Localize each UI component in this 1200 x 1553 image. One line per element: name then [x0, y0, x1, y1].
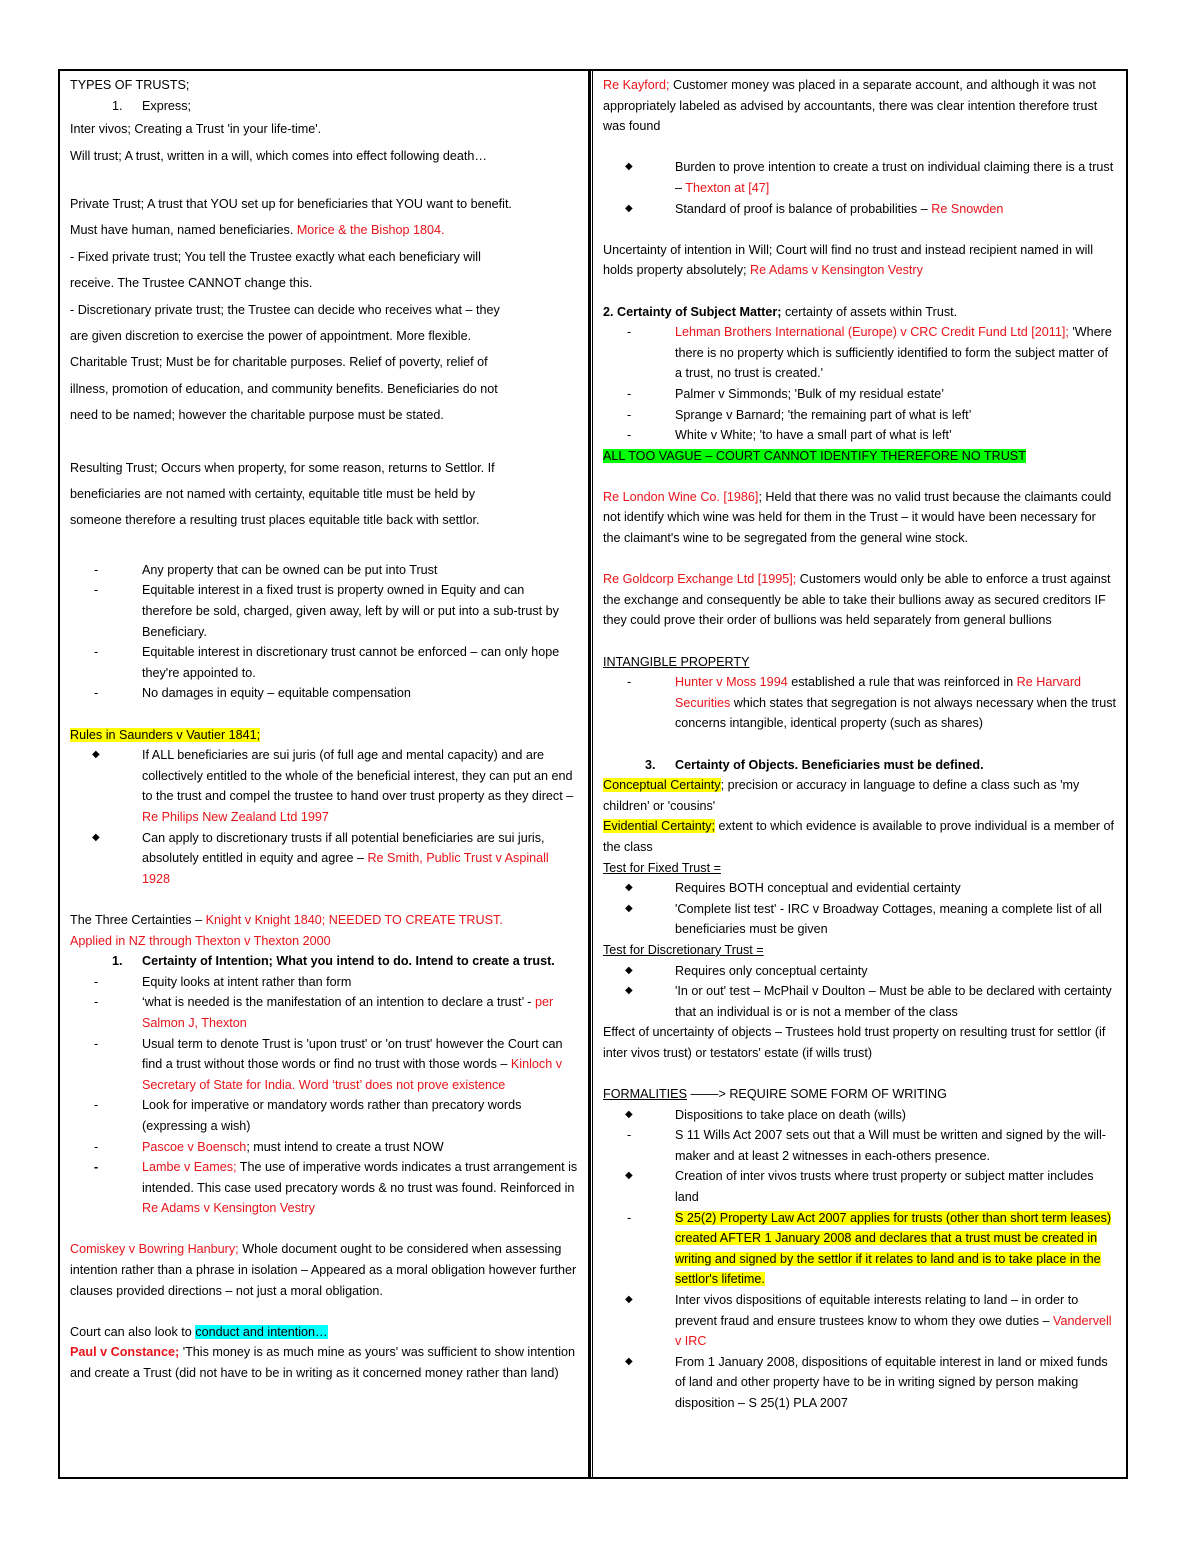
goldcorp-para: Re Goldcorp Exchange Ltd [1995]; Customers would only be able to enforce a trust against the exchange and consequently be able to take their bullions away as secured creditors IF they could prove their order of bullions was held separately from general bullions [603, 572, 1111, 628]
conceptual-para: Conceptual Certainty; precision or accuracy in language to define a class such as 'my children' or 'cousins' [603, 778, 1080, 813]
certainty-intention: 1. Certainty of Intention; What you intend to do. Intend to create a trust. [112, 954, 555, 969]
intangible-heading: INTANGIBLE PROPERTY [603, 654, 750, 669]
bullet-icon: ◆ [625, 902, 633, 914]
types-heading: TYPES OF TRUSTS; [70, 78, 190, 92]
charitable-line-3: need to be named; however the charitable purpose must be stated. [70, 408, 444, 423]
list-item: ◆ 'Complete list test' - IRC v Broadway Cottages, meaning a complete list of all beneficiaries must be given [603, 899, 1116, 940]
resulting-line: Resulting Trust; Occurs when property, for some reason, returns to Settlor. If [70, 460, 495, 475]
will-trust-line: Will trust; A trust, written in a will, which comes into effect following death… [70, 148, 487, 163]
list-item: - S 25(2) Property Law Act 2007 applies for trusts (other than short term leases) created AFTER 1 January 2008 and declares that a trust must be created in writing and signed by the settlor if it relates to land and is to take place in the settlor's lifetime. [627, 1210, 1112, 1287]
list-item: - White v White; 'to have a small part of what is left’ [627, 428, 952, 443]
list-item: - Any property that can be owned can be put into Trust [94, 562, 438, 577]
list-item: - Hunter v Moss 1994 established a rule that was reinforced in Re Harvard Securities which states that segregation is not always necessary when the trust concerns intangible, identical property (such as shares) [627, 675, 1117, 731]
case-philips: Re Philips New Zealand Ltd 1997 [142, 810, 329, 824]
case-morice: Morice & the Bishop 1804. [296, 223, 445, 238]
resulting-line-3: someone therefore a resulting trust places equitable title back with settlor. [70, 513, 480, 528]
list-item: - ‘what is needed is the manifestation of an intention to declare a trust’ - per Salmon J, Thexton [94, 995, 554, 1030]
list-item: ◆ From 1 January 2008, dispositions of equitable interest in land or mixed funds of land and other property have to be in writing signed by person making disposition – S 25(1) PLA 2007 [603, 1352, 1116, 1414]
evidential-para: Evidential Certainty; extent to which evidence is available to prove individual is a member of the class [603, 819, 1115, 854]
list-item: - Equitable interest in a fixed trust is property owned in Equity and can therefore be sold, charged, given away, left by will or put into a sub-trust by Beneficiary. [94, 583, 559, 639]
list-item: - Equity looks at intent rather than form [94, 974, 352, 989]
list-item: ◆ Burden to prove intention to create a trust on individual claiming there is a trust – Thexton at [47] [603, 157, 1116, 198]
fixed-trust-line: - Fixed private trust; You tell the Trustee exactly what each beneficiary will [70, 249, 481, 264]
list-item: ◆ Creation of inter vivos trusts where trust property or subject matter includes land [603, 1166, 1116, 1207]
saunders-heading: Rules in Saunders v Vautier 1841; [70, 727, 261, 742]
left-column [60, 71, 590, 1477]
right-column [590, 71, 1126, 1477]
notes-table [58, 69, 1128, 1479]
list-item: - Sprange v Barnard; 'the remaining part of what is left’ [627, 407, 972, 422]
list-item: ◆ Can apply to discretionary trusts if all potential beneficiaries are sui juris, absolutely entitled in equity and agree – Re Smith, Public Trust v Aspinall 1928 [70, 828, 578, 890]
list-item: - Equitable interest in discretionary trust cannot be enforced – can only hope they're appointed to. [94, 645, 560, 680]
bullet-icon: ◆ [625, 1294, 633, 1306]
subject-matter-heading: 2. Certainty of Subject Matter; certainty of assets within Trust. [603, 304, 958, 319]
list-item: ◆ Requires BOTH conceptual and evidential certainty [603, 878, 1116, 899]
london-wine-para: Re London Wine Co. [1986]; Held that there was no valid trust because the claimants could not identify which wine was held for them in the Trust – it would have been necessary for the claimant's wine to be segregated from the general wine stock. [603, 489, 1112, 546]
fixed-trust-line-2: receive. The Trustee CANNOT change this. [70, 276, 313, 291]
bullet-icon: ◆ [625, 1355, 633, 1367]
uncertainty-para: Uncertainty of intention in Will; Court will find no trust and instead recipient named in will holds property absolutely; Re Adams v Kensington Vestry [603, 242, 1093, 278]
list-item: - Lambe v Eames; The use of imperative words indicates a trust arrangement is intended. This case used precatory words & no trust was found. Reinforced in Re Adams v Kensington Vestry [94, 1160, 578, 1216]
list-item: - No damages in equity – equitable compensation [94, 686, 411, 701]
fixed-test-heading: Test for Fixed Trust = [603, 860, 721, 875]
bullet-icon: ◆ [625, 161, 633, 173]
charitable-line: Charitable Trust; Must be for charitable purposes. Relief of poverty, relief of [70, 355, 488, 370]
formalities-heading: FORMALITIES ––––> REQUIRE SOME FORM OF WRITING [603, 1087, 947, 1102]
list-item: - S 11 Wills Act 2007 sets out that a Will must be written and signed by the will-maker and at least 2 witnesses in each-others presence. [627, 1128, 1106, 1163]
disc-trust-line-2: are given discretion to exercise the power of appointment. More flexible. [70, 329, 472, 344]
paul-para: Paul v Constance; 'This money is as much mine as yours' was sufficient to show intention and create a Trust (did not have to be in writing as it concerned money rather than land) [70, 1345, 576, 1381]
bullet-icon: ◆ [92, 749, 100, 761]
disc-test-heading: Test for Discretionary Trust = [603, 942, 764, 957]
comiskey-para: Comiskey v Bowring Hanbury; Whole document ought to be considered when assessing intention rather than a phrase in isolation – Appeared as a moral obligation however further clauses provided directions – not just a moral obligation. [70, 1242, 577, 1298]
list-item: - Palmer v Simmonds; 'Bulk of my residual estate’ [627, 386, 945, 401]
bullet-icon: ◆ [92, 831, 100, 843]
three-certainties: The Three Certainties – Knight v Knight 1840; NEEDED TO CREATE TRUST. [70, 912, 503, 927]
charitable-line-2: illness, promotion of education, and community benefits. Beneficiaries do not [70, 381, 498, 396]
effect-para: Effect of uncertainty of objects – Trustees hold trust property on resulting trust for settlor (if inter vivos trust) or testators' estate (if wills trust) [603, 1025, 1106, 1060]
resulting-line-2: beneficiaries are not named with certainty, equitable title must be held by [70, 487, 476, 502]
inter-vivos-line: Inter vivos; Creating a Trust 'in your life-time'. [70, 122, 322, 137]
list-item: ◆ 'In or out' test – McPhail v Doulton – Must be able to be declared with certainty that an individual is or is not a member of the class [603, 981, 1116, 1022]
list-item: - Pascoe v Boensch; must intend to create a trust NOW [94, 1139, 444, 1154]
bullet-icon: ◆ [625, 882, 633, 894]
kayford-para: Re Kayford; Customer money was placed in a separate account, and although it was not appropriately labeled as advised by accountants, there was clear intention therefore trust was found [603, 78, 1098, 134]
list-item: ◆ If ALL beneficiaries are sui juris (of full age and mental capacity) and are collectively entitled to the whole of the beneficial interest, they can put an end to the trust and compel the trustee to hand over trust property as they direct – Re Philips New Zealand Ltd 1997 [70, 745, 578, 827]
thexton-line: Applied in NZ through Thexton v Thexton 2000 [70, 933, 331, 948]
bullet-icon: ◆ [625, 985, 633, 997]
list-item: ◆ Standard of proof is balance of probabilities – Re Snowden [603, 199, 1116, 220]
list-item: ◆ Inter vivos dispositions of equitable interests relating to land – in order to prevent fraud and ensure trustees know to whom they owe duties – Vandervell v IRC [603, 1290, 1116, 1352]
list-item: - Usual term to denote Trust is 'upon trust' or 'on trust' however the Court can find a trust without those words or find no trust with those words – Kinloch v Secretary of State for India. Word ‘trust’ does not prove existence [94, 1036, 563, 1092]
court-line: Court can also look to conduct and intention… [70, 1324, 328, 1339]
bullet-icon: ◆ [625, 1108, 633, 1120]
disc-trust-line: - Discretionary private trust; the Trustee can decide who receives what – they [70, 302, 500, 317]
express-item: 1. Express; [112, 98, 191, 113]
bullet-icon: ◆ [625, 964, 633, 976]
private-trust-line-2: Must have human, named beneficiaries. Morice & the Bishop 1804. [70, 223, 445, 238]
case-smith: Re Smith, Public Trust v Aspinall 1928 [142, 851, 549, 886]
list-item: - Look for imperative or mandatory words rather than precatory words (expressing a wish) [94, 1098, 522, 1133]
bullet-icon: ◆ [625, 1170, 633, 1182]
certainty-objects: 3. Certainty of Objects. Beneficiaries must be defined. [645, 757, 984, 772]
list-item: - Lehman Brothers International (Europe) v CRC Credit Fund Ltd [2011]; 'Where there is no property which is sufficiently identified to form the subject matter of a trust, no trust is created.' [627, 325, 1112, 381]
list-item: ◆ Dispositions to take place on death (wills) [603, 1105, 1116, 1126]
vague-line: ALL TOO VAGUE – COURT CANNOT IDENTIFY THEREFORE NO TRUST [603, 448, 1026, 463]
private-trust-line: Private Trust; A trust that YOU set up for beneficiaries that YOU want to benefit. [70, 197, 512, 211]
bullet-icon: ◆ [625, 202, 633, 214]
list-item: ◆ Requires only conceptual certainty [603, 961, 1116, 982]
